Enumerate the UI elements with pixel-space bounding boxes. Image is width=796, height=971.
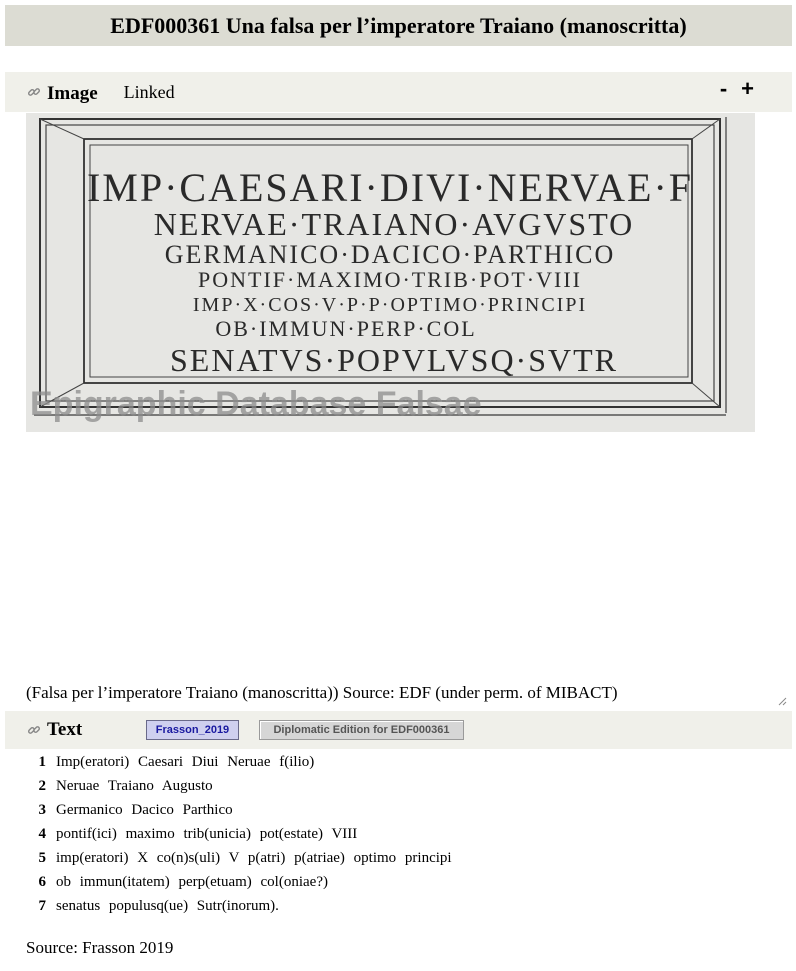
inscription-line: NERVAE·TRAIANO·AVGVSTO	[153, 206, 635, 242]
line-text: ob immun(itatem) perp(etuam) col(oniae?)	[56, 873, 328, 890]
line-number: 2	[38, 777, 46, 794]
text-line	[26, 846, 452, 870]
tab-diplomatic-edition[interactable]: Diplomatic Edition for EDF000361	[259, 720, 464, 740]
image-caption: (Falsa per l’imperatore Traiano (manoscritta)) Source: EDF (under perm. of MIBACT)	[26, 683, 618, 702]
inscription-line: SENATVS·POPVLVSQ·SVTR	[169, 342, 619, 378]
inscription-line: IMP·CAESARI·DIVI·NERVAE·F	[86, 165, 694, 210]
line-text: senatus populusq(ue) Sutr(inorum).	[56, 897, 279, 914]
text-line	[26, 822, 452, 846]
line-number: 5	[38, 849, 46, 866]
text-line	[26, 798, 452, 822]
line-text: pontif(ici) maximo trib(unicia) pot(estate) VIII	[56, 825, 358, 842]
zoom-out-button[interactable]: -	[719, 76, 728, 101]
line-number: 6	[38, 873, 46, 890]
text-section-header	[5, 711, 792, 749]
linked-label: Linked	[123, 81, 175, 102]
tab-frasson-2019[interactable]: Frasson_2019	[146, 720, 239, 740]
text-line	[26, 894, 452, 918]
image-section-label: Image	[47, 83, 98, 104]
image-caption-field[interactable]	[5, 680, 789, 708]
line-text: Neruae Traiano Augusto	[56, 777, 213, 794]
inscription-line: GERMANICO·DACICO·PARTHICO	[164, 240, 616, 269]
line-number: 7	[38, 897, 46, 914]
line-number: 3	[38, 801, 46, 818]
inscription-line: OB·IMMUN·PERP·COL	[215, 316, 477, 341]
page-title: EDF000361 Una falsa per l’imperatore Traiano (manoscritta)	[5, 5, 792, 46]
image-section-header	[5, 72, 792, 112]
line-text: Imp(eratori) Caesari Diui Neruae f(ilio)	[56, 753, 315, 770]
text-line	[26, 750, 452, 774]
edition-text	[26, 750, 452, 918]
link-icon[interactable]	[27, 723, 41, 737]
text-line	[26, 774, 452, 798]
inscription-drawing	[26, 113, 755, 432]
line-number: 1	[38, 753, 46, 770]
text-line	[26, 870, 452, 894]
text-section-label: Text	[47, 719, 83, 740]
inscription-line: IMP·X·COS·V·P·P·OPTIMO·PRINCIPI	[192, 294, 588, 316]
line-text: Germanico Dacico Parthico	[56, 801, 233, 818]
zoom-in-button[interactable]: +	[741, 76, 754, 101]
resize-grip-icon[interactable]	[777, 696, 787, 706]
line-text: imp(eratori) X co(n)s(uli) V p(atri) p(atriae) optimo principi	[56, 849, 452, 866]
inscription-line: PONTIF·MAXIMO·TRIB·POT·VIII	[198, 267, 582, 292]
text-source: Source: Frasson 2019	[26, 938, 174, 957]
inscription-image[interactable]	[26, 113, 755, 432]
watermark: Epigraphic Database Falsae	[30, 385, 482, 423]
line-number: 4	[38, 825, 46, 842]
link-icon[interactable]	[27, 85, 41, 99]
